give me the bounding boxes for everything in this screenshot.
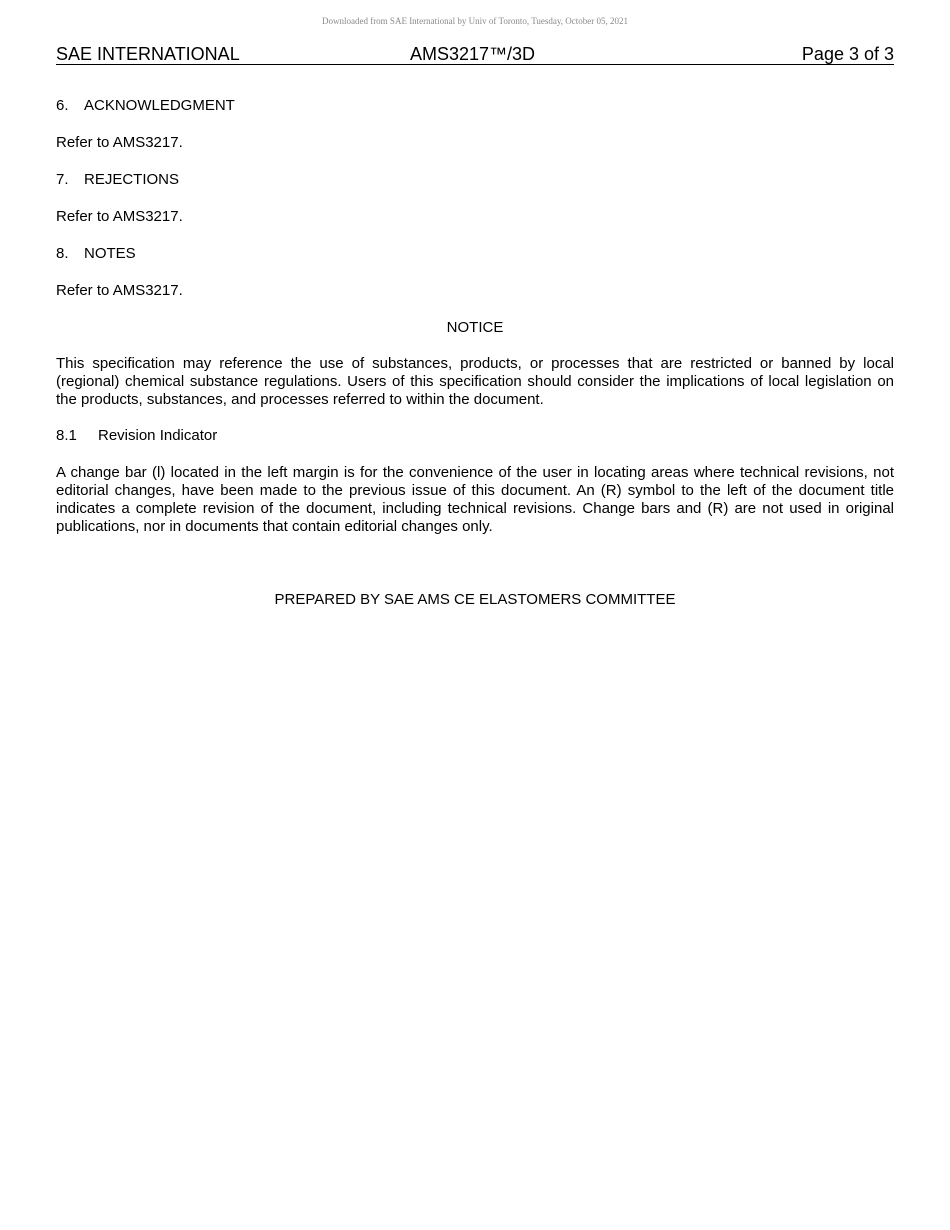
subsection-heading-revision-indicator: [56, 427, 894, 445]
revision-indicator-body: A change bar (l) located in the left margin is for the convenience of the user in locating areas where technical revisions, not editorial changes, have been made to the previous issue of this document. An (R) symbol to the left of the document title indicates a complete revision of the document, including technical revisions. Change bars and (R) are not used in original publications, nor in documents that contain editorial changes only.: [56, 464, 894, 535]
section-number: 8.: [56, 245, 69, 262]
section-heading-acknowledgment: [56, 97, 894, 115]
section-title: REJECTIONS: [84, 171, 180, 188]
section-number: 7.: [56, 171, 69, 188]
header-document-number: AMS3217™/3D: [410, 44, 536, 64]
section-heading-notes: [56, 245, 894, 263]
section-body-acknowledgment: Refer to AMS3217.: [56, 134, 183, 151]
section-number: 6.: [56, 97, 69, 114]
section-title: ACKNOWLEDGMENT: [84, 97, 235, 114]
section-heading-rejections: [56, 171, 894, 189]
notice-title: NOTICE: [446, 319, 504, 336]
prepared-by-line: PREPARED BY SAE AMS CE ELASTOMERS COMMITTEE: [274, 591, 676, 608]
header-page-number: Page 3 of 3: [801, 44, 894, 64]
header-publisher: SAE INTERNATIONAL: [56, 44, 240, 64]
subsection-title: Revision Indicator: [98, 427, 218, 444]
page-header: [56, 44, 894, 65]
notice-body: This specification may reference the use of substances, products, or processes that are restricted or banned by local (regional) chemical substance regulations. Users of this specification should consider the implications of local legislation on the products, substances, and processes referred to within the document.: [56, 355, 894, 408]
document-body: [56, 97, 894, 609]
download-watermark: Downloaded from SAE International by Univ of Toronto, Tuesday, October 05, 2021: [321, 16, 629, 26]
section-body-rejections: Refer to AMS3217.: [56, 208, 183, 225]
subsection-number: 8.1: [56, 427, 77, 444]
section-body-notes: Refer to AMS3217.: [56, 282, 183, 299]
section-title: NOTES: [84, 245, 136, 262]
